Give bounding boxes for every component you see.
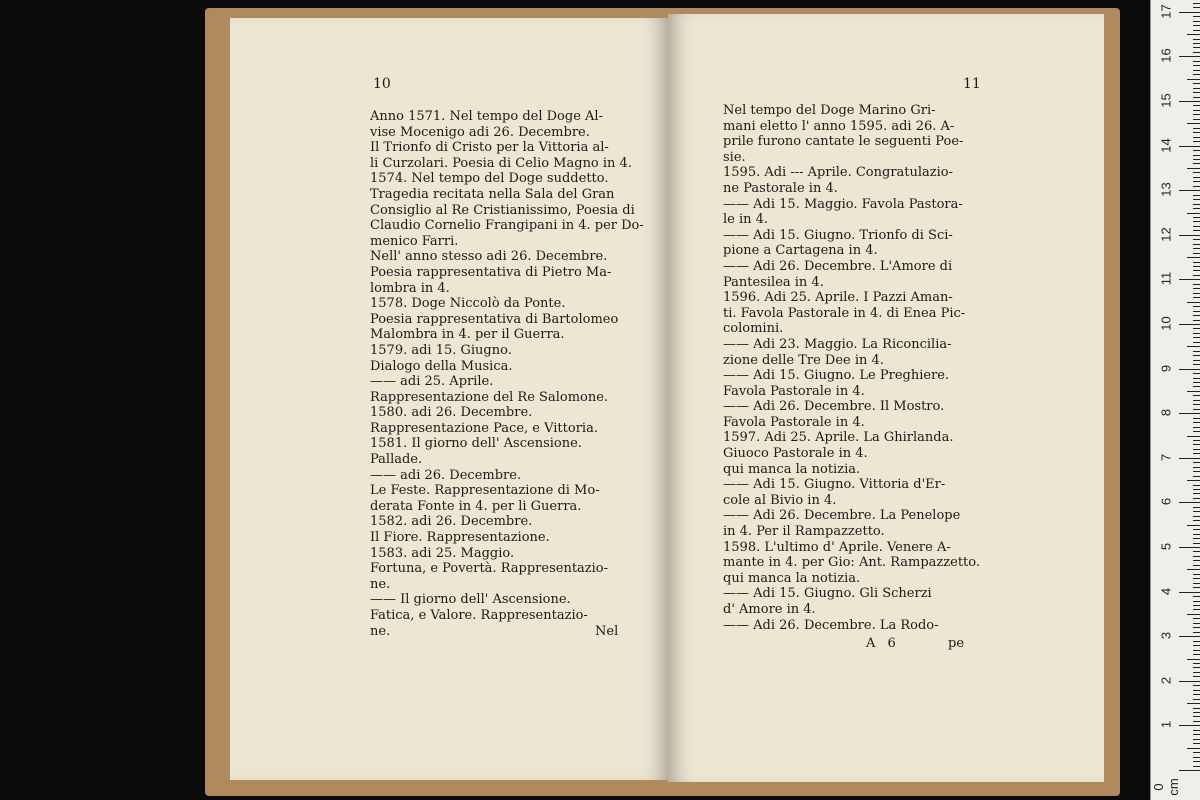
ruler-number: 1	[1158, 721, 1174, 729]
ruler-tick	[1193, 155, 1200, 156]
ruler-number: 8	[1158, 409, 1174, 417]
ruler-tick	[1193, 699, 1200, 700]
ruler-tick	[1193, 150, 1200, 151]
ruler-tick	[1193, 440, 1200, 441]
ruler-tick	[1187, 123, 1200, 124]
ruler-tick	[1187, 703, 1200, 704]
ruler-number: 6	[1158, 498, 1174, 506]
ruler-tick	[1179, 146, 1200, 147]
text-line: Giuoco Pastorale in 4.	[723, 446, 868, 462]
ruler-tick	[1193, 685, 1200, 686]
ruler-tick	[1187, 659, 1200, 660]
ruler-tick	[1193, 623, 1200, 624]
ruler-tick	[1193, 297, 1200, 298]
text-line: 1574. Nel tempo del Doge suddetto.	[370, 171, 609, 187]
text-line: d' Amore in 4.	[723, 602, 816, 617]
ruler-number: 15	[1158, 93, 1174, 108]
text-line: Fortuna, e Povertà. Rappresentazio-	[370, 561, 609, 577]
ruler-tick	[1179, 190, 1200, 191]
ruler-tick	[1193, 605, 1200, 606]
text-line: qui manca la notizia.	[723, 461, 861, 477]
text-line: in 4. Per il Rampazzetto.	[723, 524, 885, 540]
ruler-tick	[1193, 708, 1200, 709]
ruler-tick	[1193, 489, 1200, 490]
text-line: —— adi 26. Decembre.	[370, 467, 522, 483]
ruler-tick	[1179, 235, 1200, 236]
ruler-tick	[1193, 663, 1200, 664]
text-line: Rappresentazione del Re Salomone.	[370, 389, 609, 405]
text-line: vise Mocenigo adi 26. Decembre.	[370, 124, 590, 140]
text-line: Pallade.	[370, 452, 423, 468]
ruler-tick	[1193, 351, 1200, 352]
text-line: Rappresentazione Pace, e Vittoria.	[370, 420, 598, 436]
ruler-tick	[1179, 770, 1200, 771]
ruler-tick	[1193, 47, 1200, 48]
text-line: Malombra in 4. per il Guerra.	[370, 327, 565, 343]
ruler-tick	[1193, 52, 1200, 53]
text-line: —— Adi 26. Decembre. Il Mostro.	[723, 399, 945, 415]
ruler-number: 3	[1158, 632, 1174, 640]
ruler-tick	[1193, 694, 1200, 695]
ruler-tick	[1193, 311, 1200, 312]
ruler-tick	[1179, 725, 1200, 726]
ruler-tick	[1193, 163, 1200, 164]
ruler-tick	[1193, 7, 1200, 8]
ruler-tick	[1193, 360, 1200, 361]
ruler-tick	[1193, 217, 1200, 218]
ruler-tick	[1193, 529, 1200, 530]
ruler-tick	[1179, 413, 1200, 414]
ruler-tick	[1193, 498, 1200, 499]
ruler-tick	[1187, 391, 1200, 392]
ruler-tick	[1193, 74, 1200, 75]
ruler-number: 9	[1158, 364, 1174, 372]
ruler-tick	[1193, 21, 1200, 22]
ruler-tick	[1193, 485, 1200, 486]
ruler-tick	[1193, 230, 1200, 231]
text-line: Consiglio al Re Cristianissimo, Poesia di	[370, 202, 635, 218]
ruler-tick	[1179, 101, 1200, 102]
ruler-tick	[1193, 266, 1200, 267]
ruler-tick	[1193, 667, 1200, 668]
ruler-tick	[1179, 369, 1200, 370]
ruler-unit-label: 0 cm	[1151, 778, 1181, 796]
ruler-tick	[1193, 204, 1200, 205]
text-line: 1598. L'ultimo d' Aprile. Venere A-	[723, 539, 951, 555]
text-line: Fatica, e Valore. Rappresentazio-	[370, 608, 588, 623]
ruler-tick	[1193, 583, 1200, 584]
text-line: menico Farri.	[370, 233, 459, 249]
ruler-tick	[1193, 43, 1200, 44]
ruler-tick	[1193, 609, 1200, 610]
text-line: —— Adi 15. Giugno. Trionfo di Sci-	[723, 227, 953, 243]
ruler-tick	[1193, 507, 1200, 508]
page-number: 11	[963, 76, 981, 92]
ruler-tick	[1193, 105, 1200, 106]
text-line: 1597. Adi 25. Aprile. La Ghirlanda.	[723, 430, 954, 446]
ruler-tick	[1193, 239, 1200, 240]
ruler-tick	[1193, 672, 1200, 673]
ruler-number: 16	[1158, 48, 1174, 64]
text-line: —— Adi 15. Giugno. Vittoria d'Er-	[723, 477, 946, 493]
ruler-tick	[1179, 458, 1200, 459]
ruler-tick	[1193, 400, 1200, 401]
text-line: le in 4.	[723, 212, 769, 228]
ruler-tick	[1193, 221, 1200, 222]
ruler-tick	[1193, 761, 1200, 762]
text-line: —— Adi 15. Maggio. Favola Pastora-	[723, 196, 963, 212]
ruler-tick	[1193, 83, 1200, 84]
ruler-tick	[1193, 520, 1200, 521]
text-line: Dialogo della Musica.	[370, 358, 513, 374]
ruler-tick	[1193, 449, 1200, 450]
text-line: Pantesilea in 4.	[723, 274, 824, 290]
ruler-tick	[1193, 676, 1200, 677]
ruler-tick	[1193, 3, 1200, 4]
ruler-tick	[1193, 493, 1200, 494]
text-line: ti. Favola Pastorale in 4. di Enea Pic-	[723, 305, 966, 321]
text-line: qui manca la notizia.	[723, 570, 861, 586]
ruler-tick	[1187, 346, 1200, 347]
text-line: sie.	[723, 149, 746, 165]
ruler-tick	[1193, 534, 1200, 535]
ruler-tick	[1193, 382, 1200, 383]
ruler-number: 12	[1158, 227, 1174, 242]
ruler-tick	[1193, 471, 1200, 472]
text-line: —— Adi 15. Giugno. Gli Scherzi	[723, 586, 932, 602]
ruler-tick	[1193, 270, 1200, 271]
ruler-tick	[1193, 119, 1200, 120]
ruler-number: 17	[1158, 4, 1174, 19]
text-line: Claudio Cornelio Frangipani in 4. per Do-	[370, 218, 644, 234]
ruler-tick	[1193, 587, 1200, 588]
ruler-tick	[1179, 681, 1200, 682]
ruler-tick	[1193, 739, 1200, 740]
text-line: Nell' anno stesso adi 26. Decembre.	[370, 249, 608, 265]
text-line: —— Adi 23. Maggio. La Riconcilia-	[723, 336, 952, 352]
ruler-tick	[1193, 560, 1200, 561]
ruler-tick	[1193, 556, 1200, 557]
ruler-tick	[1193, 386, 1200, 387]
ruler-tick	[1193, 574, 1200, 575]
text-line: Nel tempo del Doge Marino Gri-	[723, 103, 936, 118]
page-text	[723, 103, 1013, 633]
ruler-tick	[1193, 462, 1200, 463]
text-line: lombra in 4.	[370, 280, 450, 296]
text-line: —— Adi 26. Decembre. La Rodo-	[723, 617, 939, 633]
ruler-tick	[1193, 743, 1200, 744]
text-line: Poesia rappresentativa di Bartolomeo	[370, 311, 619, 327]
ruler-tick	[1179, 547, 1200, 548]
ruler-tick	[1193, 409, 1200, 410]
ruler-tick	[1193, 476, 1200, 477]
ruler-tick	[1193, 342, 1200, 343]
ruler-number: 11	[1158, 272, 1174, 286]
ruler-tick	[1193, 70, 1200, 71]
ruler-tick	[1193, 516, 1200, 517]
ruler-tick	[1179, 502, 1200, 503]
text-line: 1595. Adi --- Aprile. Congratulazio-	[723, 165, 954, 181]
ruler-tick	[1187, 34, 1200, 35]
ruler-tick	[1193, 618, 1200, 619]
ruler-tick	[1179, 636, 1200, 637]
ruler-tick	[1193, 226, 1200, 227]
ruler-tick	[1193, 306, 1200, 307]
ruler-tick	[1179, 56, 1200, 57]
ruler-tick	[1193, 395, 1200, 396]
signature-mark: A 6	[866, 636, 900, 651]
ruler-tick	[1187, 302, 1200, 303]
ruler-tick	[1193, 284, 1200, 285]
ruler-tick	[1193, 712, 1200, 713]
text-line: prile furono cantate le seguenti Poe-	[723, 134, 964, 150]
left-page	[230, 18, 668, 780]
ruler-tick	[1193, 404, 1200, 405]
text-line: ne Pastorale in 4.	[723, 180, 838, 196]
ruler-tick	[1193, 578, 1200, 579]
ruler-tick	[1193, 716, 1200, 717]
ruler-tick	[1193, 253, 1200, 254]
ruler-tick	[1193, 92, 1200, 93]
ruler-tick	[1193, 275, 1200, 276]
ruler-tick	[1193, 730, 1200, 731]
catchword: pe	[948, 636, 965, 651]
ruler-tick	[1193, 734, 1200, 735]
ruler-tick	[1193, 137, 1200, 138]
ruler-tick	[1193, 328, 1200, 329]
catchword: Nel	[595, 624, 619, 639]
ruler-tick	[1193, 766, 1200, 767]
ruler-tick	[1193, 378, 1200, 379]
ruler-tick	[1193, 757, 1200, 758]
ruler-tick	[1193, 337, 1200, 338]
ruler-number: 10	[1158, 316, 1174, 331]
ruler-tick	[1187, 748, 1200, 749]
ruler-tick	[1193, 641, 1200, 642]
ruler-tick	[1193, 132, 1200, 133]
ruler-tick	[1193, 453, 1200, 454]
ruler-number: 13	[1158, 182, 1174, 197]
ruler-tick	[1193, 364, 1200, 365]
ruler-tick	[1193, 654, 1200, 655]
ruler-tick	[1193, 752, 1200, 753]
text-line: Il Fiore. Rappresentazione.	[370, 530, 550, 546]
ruler-tick	[1193, 248, 1200, 249]
text-line: ne.	[370, 576, 391, 592]
ruler-tick	[1193, 690, 1200, 691]
ruler-tick	[1193, 565, 1200, 566]
text-line: derata Fonte in 4. per li Guerra.	[370, 498, 582, 514]
page-text	[370, 109, 652, 639]
text-line: 1579. adi 15. Giugno.	[370, 342, 512, 358]
ruler-tick	[1193, 199, 1200, 200]
ruler-tick	[1193, 30, 1200, 31]
ruler-tick	[1193, 543, 1200, 544]
ruler-tick	[1193, 177, 1200, 178]
ruler-tick	[1193, 444, 1200, 445]
ruler-tick	[1193, 551, 1200, 552]
ruler-tick	[1187, 257, 1200, 258]
text-line: —— adi 25. Aprile.	[370, 374, 494, 390]
text-line: 1580. adi 26. Decembre.	[370, 405, 533, 421]
text-line: Tragedia recitata nella Sala del Gran	[370, 186, 615, 202]
ruler-tick	[1193, 467, 1200, 468]
ruler-tick	[1193, 141, 1200, 142]
ruler-tick	[1179, 12, 1200, 13]
text-line: li Curzolari. Poesia di Celio Magno in 4.	[370, 155, 632, 171]
text-line: mani eletto l' anno 1595. adi 26. A-	[723, 118, 955, 134]
ruler-tick	[1193, 418, 1200, 419]
ruler-number: 14	[1158, 137, 1174, 153]
ruler-tick	[1179, 592, 1200, 593]
ruler-tick	[1187, 79, 1200, 80]
ruler-tick	[1187, 614, 1200, 615]
ruler-tick	[1193, 88, 1200, 89]
text-line: —— Il giorno dell' Ascensione.	[370, 592, 571, 608]
ruler-tick	[1193, 172, 1200, 173]
text-line: cole al Bivio in 4.	[723, 492, 837, 508]
ruler-tick	[1193, 159, 1200, 160]
ruler-number: 7	[1158, 453, 1174, 461]
ruler-tick	[1193, 128, 1200, 129]
text-line: 1582. adi 26. Decembre.	[370, 514, 533, 530]
right-page	[668, 14, 1104, 782]
text-line: colomini.	[723, 321, 784, 337]
ruler-tick	[1193, 596, 1200, 597]
ruler-tick	[1193, 422, 1200, 423]
text-line: Le Feste. Rappresentazione di Mo-	[370, 483, 600, 499]
ruler-tick	[1193, 650, 1200, 651]
ruler-tick	[1193, 97, 1200, 98]
ruler-tick	[1193, 61, 1200, 62]
text-line: Favola Pastorale in 4.	[723, 414, 865, 430]
ruler-tick	[1187, 569, 1200, 570]
ruler-tick	[1193, 110, 1200, 111]
ruler-tick	[1193, 373, 1200, 374]
text-line: ne.	[370, 623, 391, 639]
ruler-tick	[1193, 114, 1200, 115]
ruler-tick	[1193, 181, 1200, 182]
text-line: —— Adi 26. Decembre. La Penelope	[723, 508, 961, 524]
ruler-tick	[1193, 632, 1200, 633]
text-line: Anno 1571. Nel tempo del Doge Al-	[370, 109, 603, 124]
text-line: pione a Cartagena in 4.	[723, 243, 878, 259]
ruler-tick	[1193, 645, 1200, 646]
ruler-tick	[1193, 293, 1200, 294]
text-line: —— Adi 26. Decembre. L'Amore di	[723, 258, 953, 274]
text-line: mante in 4. per Gio: Ant. Rampazzetto.	[723, 555, 980, 571]
ruler-number: 5	[1158, 542, 1174, 551]
ruler-tick	[1193, 25, 1200, 26]
ruler-tick	[1193, 315, 1200, 316]
ruler-tick	[1193, 511, 1200, 512]
ruler-tick	[1179, 324, 1200, 325]
ruler-tick	[1193, 16, 1200, 17]
ruler-tick	[1193, 538, 1200, 539]
text-line: —— Adi 15. Giugno. Le Preghiere.	[723, 368, 950, 384]
text-line: Favola Pastorale in 4.	[723, 383, 865, 399]
ruler-tick	[1193, 355, 1200, 356]
page-number: 10	[373, 76, 391, 92]
ruler-tick	[1193, 208, 1200, 209]
text-line: zione delle Tre Dee in 4.	[723, 352, 884, 368]
text-line: 1583. adi 25. Maggio.	[370, 545, 515, 561]
ruler-tick	[1193, 721, 1200, 722]
measuring-ruler	[1150, 0, 1200, 800]
ruler-number: 2	[1158, 676, 1174, 684]
text-line: 1596. Adi 25. Aprile. I Pazzi Aman-	[723, 290, 953, 306]
text-line: 1581. Il giorno dell' Ascensione.	[370, 436, 582, 452]
ruler-tick	[1187, 525, 1200, 526]
ruler-tick	[1193, 627, 1200, 628]
ruler-tick	[1179, 279, 1200, 280]
ruler-tick	[1193, 320, 1200, 321]
ruler-tick	[1193, 195, 1200, 196]
text-line: Poesia rappresentativa di Pietro Ma-	[370, 264, 612, 280]
ruler-tick	[1193, 65, 1200, 66]
ruler-tick	[1193, 39, 1200, 40]
ruler-tick	[1187, 168, 1200, 169]
ruler-tick	[1193, 262, 1200, 263]
ruler-tick	[1193, 288, 1200, 289]
ruler-tick	[1187, 480, 1200, 481]
ruler-tick	[1193, 601, 1200, 602]
ruler-tick	[1193, 427, 1200, 428]
text-line: 1578. Doge Niccolò da Ponte.	[370, 296, 566, 312]
ruler-tick	[1187, 213, 1200, 214]
ruler-tick	[1193, 431, 1200, 432]
text-line: Il Trionfo di Cristo per la Vittoria al-	[370, 140, 609, 156]
ruler-tick	[1193, 333, 1200, 334]
ruler-tick	[1187, 436, 1200, 437]
ruler-number: 4	[1158, 587, 1174, 595]
ruler-tick	[1193, 186, 1200, 187]
ruler-tick	[1193, 244, 1200, 245]
